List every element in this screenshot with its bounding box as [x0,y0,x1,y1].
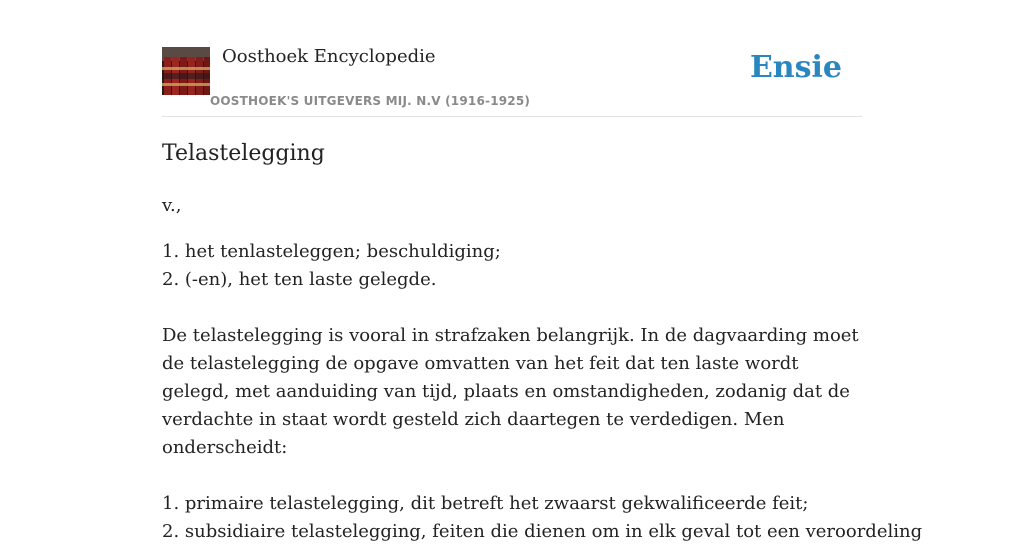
distinction-item: 2. subsidiaire telastelegging, feiten die dienen om in elk geval tot een veroordeling [162,521,923,542]
part-of-speech: v., [162,195,182,216]
distinction-item: 1. primaire telastelegging, dit betreft het zwaarst gekwalificeerde feit; [162,493,809,514]
definition-item: 1. het tenlasteleggen; beschuldiging; [162,241,501,262]
ensie-logo-link[interactable]: Ensie [749,50,842,85]
definition-list [162,238,862,294]
distinction-list [162,490,923,546]
article-paragraph: De telastelegging is vooral in strafzaken belangrijk. In de dagvaarding moet de telastelegging de opgave omvatten van het feit dat ten laste wordt gelegd, met aanduiding van tijd, plaats en omstandigheden, zodanig dat de verdachte in staat wordt gesteld zich daartegen te verdedigen. Men onderscheidt: [162,325,859,458]
article [162,138,923,546]
article-title: Telastelegging [162,141,325,166]
publication-subtitle: OOSTHOEK'S UITGEVERS MIJ. N.V (1916-1925) [210,94,531,108]
encyclopedia-books-icon[interactable] [162,47,210,95]
publication-name[interactable]: Oosthoek Encyclopedie [222,46,436,67]
publication-header [162,46,862,117]
definition-item: 2. (-en), het ten laste gelegde. [162,269,437,290]
